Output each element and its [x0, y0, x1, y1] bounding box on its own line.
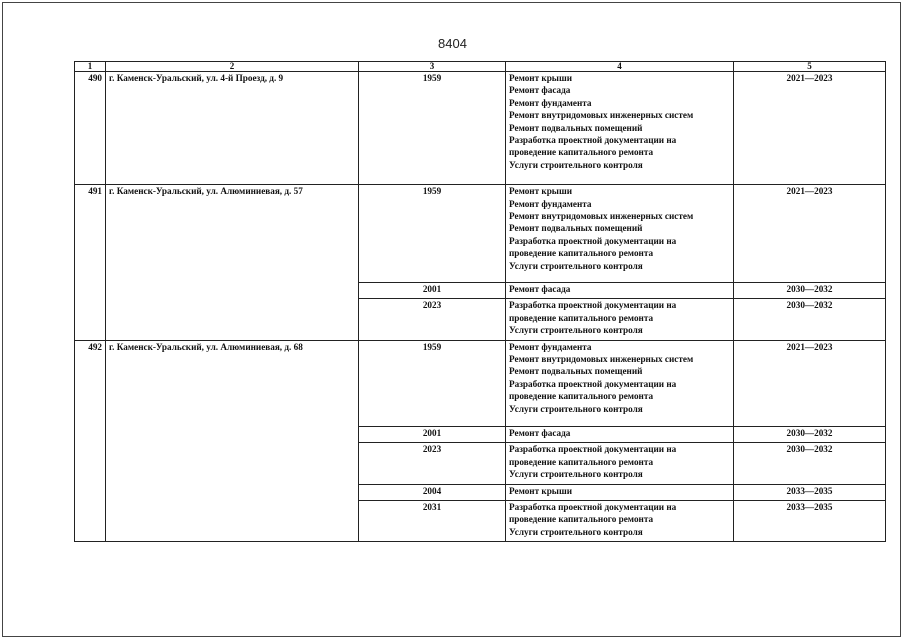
period-cell: 2021—2023	[734, 340, 886, 426]
year-cell: 1959	[359, 185, 506, 283]
column-header: 3	[359, 62, 506, 72]
year-cell: 2004	[359, 484, 506, 500]
address-cell: г. Каменск-Уральский, ул. Алюминиевая, д. 68	[106, 340, 359, 542]
table-row	[75, 185, 886, 283]
work-item: Разработка проектной документации на	[509, 501, 677, 512]
entry-number: 491	[75, 185, 106, 340]
work-item: Ремонт фасада	[509, 427, 571, 438]
works-cell	[506, 72, 734, 185]
works-cell	[506, 426, 734, 442]
column-header: 4	[506, 62, 734, 72]
works-cell	[506, 500, 734, 541]
column-header: 5	[734, 62, 886, 72]
work-item: Ремонт крыши	[509, 485, 573, 496]
column-number-row	[75, 62, 886, 72]
table-row	[75, 340, 886, 426]
entry-number: 492	[75, 340, 106, 542]
work-item: Ремонт фасада	[509, 283, 571, 294]
work-item: проведение капитального ремонта	[509, 147, 654, 158]
work-item: Услуги строительного контроля	[509, 260, 643, 271]
work-item: Ремонт фундамента	[509, 198, 592, 209]
work-item: проведение капитального ремонта	[509, 456, 654, 467]
work-item: Услуги строительного контроля	[509, 469, 643, 480]
period-cell: 2033—2035	[734, 500, 886, 541]
period-cell: 2021—2023	[734, 72, 886, 185]
page-number: 8404	[438, 36, 467, 51]
work-item: Ремонт фундамента	[509, 97, 592, 108]
work-item: Услуги строительного контроля	[509, 325, 643, 336]
column-header: 2	[106, 62, 359, 72]
work-item: Разработка проектной документации на	[509, 300, 677, 311]
work-item: проведение капитального ремонта	[509, 312, 654, 323]
year-cell: 1959	[359, 72, 506, 185]
address-cell: г. Каменск-Уральский, ул. Алюминиевая, д. 57	[106, 185, 359, 340]
address-cell: г. Каменск-Уральский, ул. 4-й Проезд, д. 9	[106, 72, 359, 185]
year-cell: 1959	[359, 340, 506, 426]
work-item: проведение капитального ремонта	[509, 391, 654, 402]
work-item: Ремонт внутридомовых инженерных систем	[509, 211, 694, 221]
year-cell: 2001	[359, 426, 506, 442]
period-cell: 2030—2032	[734, 426, 886, 442]
period-cell: 2030—2032	[734, 282, 886, 298]
period-cell: 2030—2032	[734, 443, 886, 484]
year-cell: 2001	[359, 282, 506, 298]
repair-schedule-table	[74, 61, 886, 542]
table-row	[75, 72, 886, 185]
work-item: проведение капитального ремонта	[509, 248, 654, 259]
works-cell	[506, 185, 734, 283]
work-item: Ремонт крыши	[509, 73, 573, 83]
work-item: Ремонт внутридомовых инженерных систем	[509, 110, 694, 121]
work-item: Услуги строительного контроля	[509, 526, 643, 537]
year-cell: 2031	[359, 500, 506, 541]
work-item: Ремонт подвальных помещений	[509, 122, 643, 133]
column-header: 1	[75, 62, 106, 72]
entry-number: 490	[75, 72, 106, 185]
period-cell: 2030—2032	[734, 299, 886, 340]
work-item: Разработка проектной документации на	[509, 135, 677, 146]
works-cell	[506, 484, 734, 500]
work-item: Услуги строительного контроля	[509, 159, 643, 170]
work-item: Ремонт фасада	[509, 85, 571, 96]
period-cell: 2021—2023	[734, 185, 886, 283]
work-item: Ремонт внутридомовых инженерных систем	[509, 353, 694, 364]
year-cell: 2023	[359, 299, 506, 340]
works-cell	[506, 340, 734, 426]
work-item: Разработка проектной документации на	[509, 444, 677, 455]
period-cell: 2033—2035	[734, 484, 886, 500]
work-item: Разработка проектной документации на	[509, 235, 677, 246]
work-item: проведение капитального ремонта	[509, 514, 654, 525]
work-item: Ремонт подвальных помещений	[509, 366, 643, 377]
work-item: Услуги строительного контроля	[509, 403, 643, 414]
work-item: Ремонт крыши	[509, 186, 573, 197]
work-item: Разработка проектной документации на	[509, 378, 677, 389]
works-cell	[506, 443, 734, 484]
year-cell: 2023	[359, 443, 506, 484]
work-item: Ремонт подвальных помещений	[509, 223, 643, 234]
work-item: Ремонт фундамента	[509, 341, 592, 352]
works-cell	[506, 299, 734, 340]
works-cell	[506, 282, 734, 298]
